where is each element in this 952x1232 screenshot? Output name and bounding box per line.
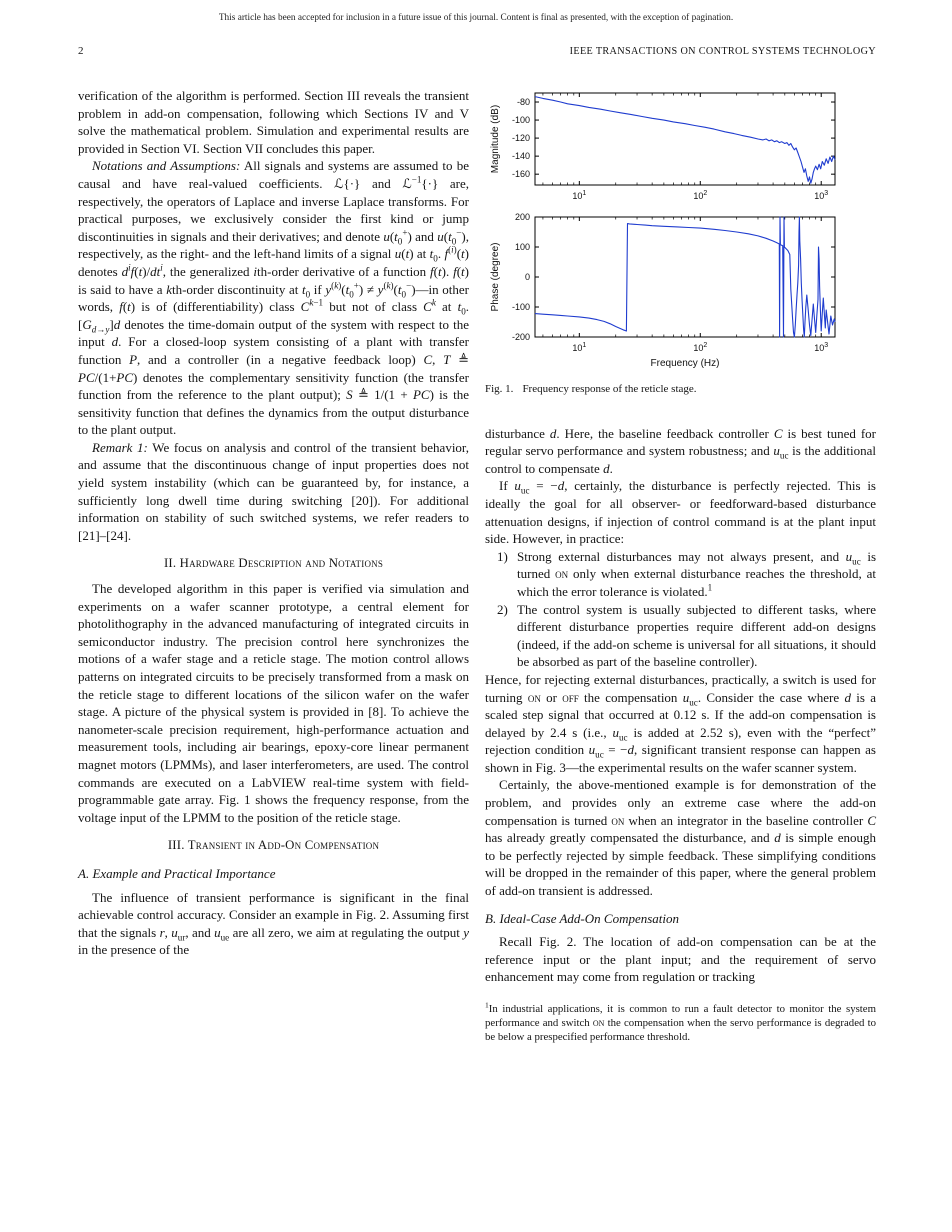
paragraph-remark: Remark 1: We focus on analysis and control of the transient behavior, and assume that the discontinuous change of input properties does not yield system instability (which can be guaranteed by, for instance, a sufficiently long dwell time during switching [20]). For additional information on stability of such switched systems, we refer readers to [21]–[24].	[78, 439, 469, 543]
svg-text:-80: -80	[516, 97, 530, 108]
svg-text:200: 200	[514, 212, 530, 222]
svg-text:-160: -160	[511, 169, 530, 180]
svg-text:-200: -200	[511, 332, 530, 342]
svg-text:-100: -100	[511, 115, 530, 126]
page-number: 2	[78, 45, 84, 57]
svg-text:0: 0	[524, 272, 530, 282]
paragraph-certainly: Certainly, the above-mentioned example is for demonstration of the problem, and provides only an extreme case where the add-on compensation is turned on when an integrator in the baseline controller C has already greatly compensated the disturbance, and d is simple enough to be perfectly rejected by simple feedback. These simplifying conditions will be dropped in the remainder of this paper, where the general problem of add-on transient is addressed.	[485, 777, 876, 899]
figure-caption	[485, 381, 876, 399]
svg-text:-120: -120	[511, 133, 530, 144]
svg-text:-100: -100	[511, 302, 530, 312]
footnote: $^1$In industrial applications, it is common to run a fault detector to monitor the system performance and switch on the compensation when the servo performance is degraded to be below a prespecified performance threshold.	[485, 1000, 876, 1043]
paragraph-example: The influence of transient performance is significant in the final achievable control accuracy. Consider an example in Fig. 2. Assuming first that the signals r, $u_{ur}$, and $u_{ue}$ are all zero, we aim at regulating the output y in the presence of the	[78, 889, 469, 958]
right-column	[485, 87, 876, 1044]
running-head	[78, 45, 876, 57]
paragraph-if-perfect: If $u_{uc} = -d$, certainly, the disturbance is perfectly rejected. This is ideally the goal for all observer- or feedforward-based disturbance attenuation designs, if injection of control command is at the plant input side. However, in practice:	[485, 478, 876, 547]
figure-1	[485, 87, 876, 399]
paragraph-intro: verification of the algorithm is performed. Section III reveals the transient problem in add-on compensation, following which Sections IV and V solve the mathematical problem. Simulation and experimental results are provided in Section VI. Section VII concludes this paper.	[78, 88, 469, 156]
svg-text:102: $10^2$	[693, 342, 708, 353]
subsection-heading-b: B. Ideal-Case Add-On Compensation	[485, 910, 680, 926]
list-item-2-text: The control system is usually subjected to different tasks, where different disturbance properties require different add-on designs (indeed, if the add-on scheme is universal for all situations, it should be absorbed as part of the baseline controller).	[517, 601, 876, 670]
figure-caption-label: Fig. 1.	[485, 383, 514, 395]
acceptance-notice: This article has been accepted for inclusion in a future issue of this journal. Content is final as presented, with the exception of pagination.	[218, 13, 734, 23]
paragraph-hence: Hence, for rejecting external disturbances, practically, a switch is used for turning on or off the compensation $u_{uc}$. Consider the case where d is a scaled step signal that occurred at 0.12 s. If the add-on compensation is delayed by 2.4 s (i.e., $u_{uc}$ is added at 2.52 s), even with the “perfect” rejection condition $u_{uc} = -d$, significant transient response can happen as shown in Fig. 3—the experimental results on the wafer scanner system.	[485, 671, 876, 775]
subsection-heading-a: A. Example and Practical Importance	[78, 865, 276, 881]
left-column	[78, 87, 469, 1044]
svg-text:102: $10^2$	[693, 190, 708, 201]
svg-text:Phase (degree): Phase (degree)	[490, 242, 501, 312]
svg-text:103: $10^3$	[814, 190, 829, 201]
paragraph-notations: Notations and Assumptions: All signals and systems are assumed to be causal and have real-valued coefficients. ℒ{·} and ℒ$^{-1}${·} are, respectively, the operators of Laplace and inverse Laplace transforms. For practical purposes, we exclusively consider the first kind or jump discontinuities in signals and their derivatives; and denote $u(t_0^+)$ and $u(t_0^-)$, respectively, as the right- and the left-hand limits of a signal u(t) at $t_0$. $f^{(i)}(t)$ denotes $d^if(t)/dt^i$, the generalized ith-order derivative of a function f(t). f(t) is said to have a kth-order discontinuity at $t_0$ if $y^{(k)}(t_0^+)$ ≠ $y^{(k)}(t_0^-)—in$ other words, f(t) is of (differentiability) class $C^{k-1}$ but not of class $C^k$ at $t_0$. $[G_{d\to y}]d$ denotes the time-domain output of the system with respect to the input d. For a closed-loop system consisting of a plant with transfer function P, and a controller (in a negative feedback loop) C, T ≜ PC/(1+PC) denotes the complementary sensitivity function (the transfer function from the reference to the plant output); S ≜ 1/(1 + PC) is the sensitivity function that defines the dynamics from the output disturbance to the plant output.	[78, 158, 470, 438]
figure-caption-text: Frequency response of the reticle stage.	[522, 383, 697, 395]
paragraph-hardware: The developed algorithm in this paper is verified via simulation and experiments on a wafer scanner prototype, a central element for photolithography in the advanced manufacturing of integrated circuits in semiconductor industry. The precision control here synchronizes the motions of a wafer stage and a reticle stage. The motion control allows patterns on integrated circuits to be precisely transformed from a mask on the reticle stage to different locations of the silicon wafer on the wafer stage. A picture of the physical system is provided in [8]. To achieve the nanometer-scale precision requirement, high-performance actuation and measurement tools, including air bearings, epoxy-core linear permanent magnet motors (LPMMs), and laser interferometers, are used. The control commands are executed on a LabVIEW real-time system with field-programmable gate array. Fig. 1 shows the frequency response, from the voltage input of the LPMM to the position of the reticle stage.	[78, 581, 469, 825]
journal-title: IEEE TRANSACTIONS ON CONTROL SYSTEMS TECHNOLOGY	[569, 46, 876, 57]
ordered-list	[485, 548, 876, 671]
svg-text:-140: -140	[511, 151, 530, 162]
list-item-2-label: 2)	[497, 601, 508, 617]
section-heading-iii: III. Transient in Add-On Compensation	[167, 838, 380, 853]
section-heading-ii: II. Hardware Description and Notations	[163, 556, 384, 571]
paragraph-disturbance: disturbance d. Here, the baseline feedback controller C is best tuned for regular servo performance and system robustness; and $u_{uc}$ is the additional control to compensate d.	[485, 425, 876, 476]
svg-text:101: $10^1$	[572, 190, 587, 201]
svg-text:101: $10^1$	[572, 342, 587, 353]
list-item-2	[485, 601, 876, 671]
two-column-body	[78, 87, 876, 1044]
svg-text:Magnitude (dB): Magnitude (dB)	[490, 104, 501, 174]
svg-text:Frequency (Hz): Frequency (Hz)	[650, 358, 720, 369]
svg-text:100: 100	[514, 242, 530, 252]
list-item-1	[485, 548, 876, 601]
svg-text:103: $10^3$	[814, 342, 829, 353]
bode-plot	[485, 87, 877, 371]
paragraph-recall: Recall Fig. 2. The location of add-on compensation can be at the reference input or the plant input; and the requirement of servo enhancement may come from regulation or tracking	[485, 934, 876, 985]
list-item-1-label: 1)	[497, 548, 508, 564]
list-item-1-text: Strong external disturbances may not always present, and $u_{uc}$ is turned on only when external disturbance reaches the threshold, at which the error tolerance is violated.$^1$	[517, 548, 876, 599]
